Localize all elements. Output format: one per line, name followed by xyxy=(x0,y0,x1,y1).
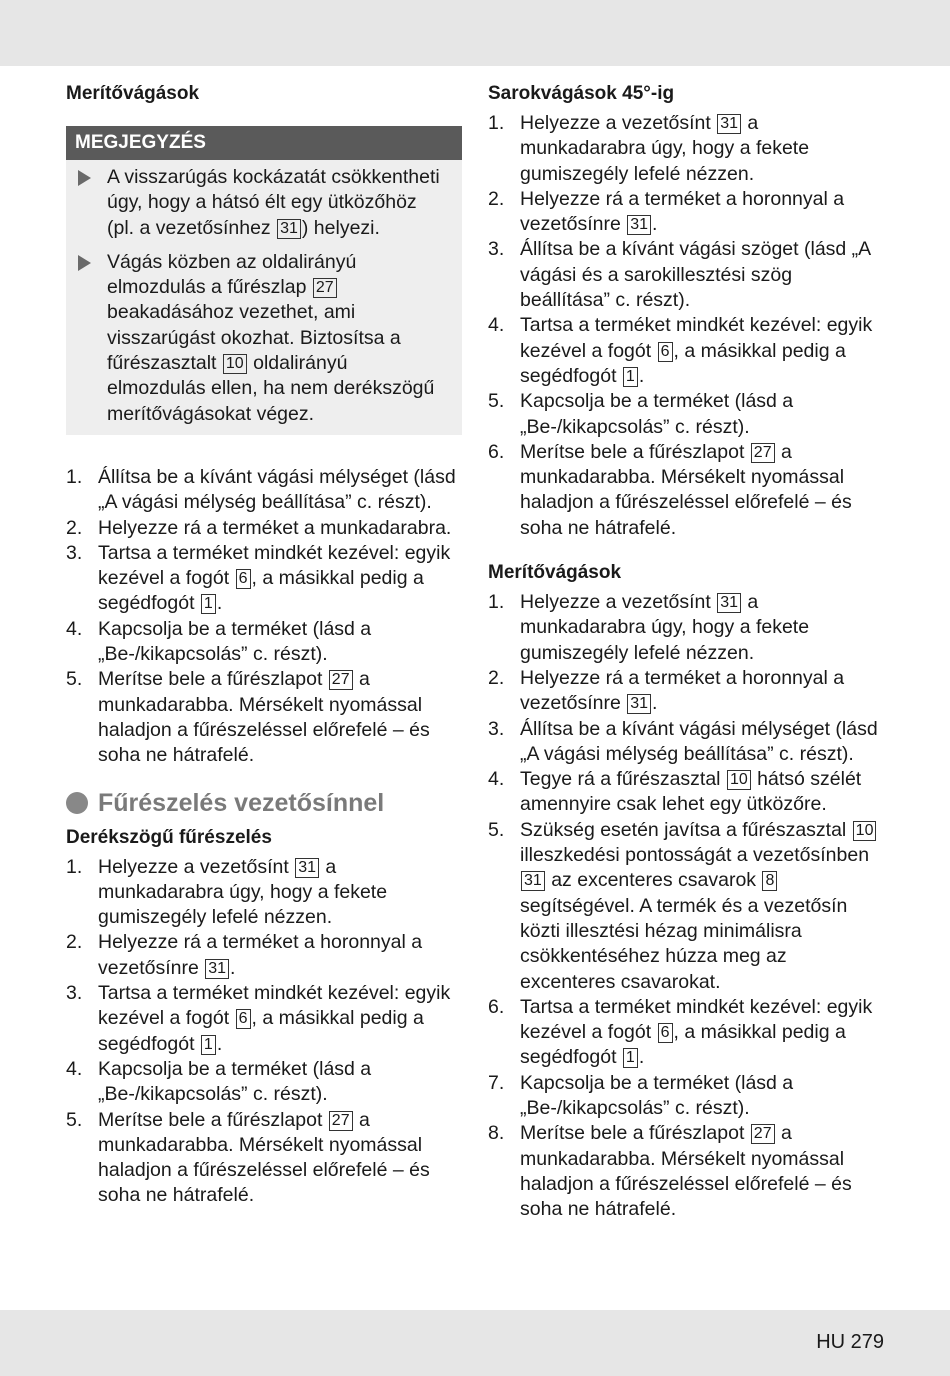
step-text xyxy=(520,818,884,995)
text-run: Állítsa be a kívánt vágási mélységet (lásd „A vágási mélység beállítása” c. részt). xyxy=(520,717,878,765)
list-item xyxy=(488,1071,884,1122)
list-item xyxy=(66,516,462,541)
text-run: Helyezze rá a terméket a horonnyal a vezetősínre xyxy=(520,666,845,715)
text-run: Tartsa a terméket mindkét kezével: egyik kezével a fogót xyxy=(520,995,873,1044)
text-run: . xyxy=(652,213,658,236)
step-text xyxy=(520,995,884,1071)
text-run: beakadásához vezethet, ami visszarúgást okozhat. Biztosítsa a fűrészasztalt xyxy=(107,301,401,375)
step-number: 4. xyxy=(488,768,505,791)
list-item xyxy=(66,617,462,668)
text-run: Merítse bele a fűrészlapot xyxy=(520,440,750,463)
step-number: 1. xyxy=(66,855,83,878)
step-text xyxy=(520,237,884,313)
part-number-ref: 31 xyxy=(521,871,545,891)
list-item xyxy=(488,440,884,541)
text-run: Tartsa a terméket mindkét kezével: egyik kezével a fogót xyxy=(520,314,873,362)
part-number-ref: 27 xyxy=(329,670,353,690)
list-item xyxy=(66,930,462,981)
text-run: ) helyezi. xyxy=(301,216,380,239)
text-run: . xyxy=(652,692,658,715)
note-item xyxy=(78,165,444,241)
list-item xyxy=(488,313,884,389)
part-number-ref: 6 xyxy=(658,1023,673,1043)
text-run: , a másikkal pedig a segédfogót xyxy=(98,1007,424,1055)
text-run: Merítse bele a fűrészlapot xyxy=(98,668,328,691)
step-number: 6. xyxy=(488,440,505,463)
note-box xyxy=(66,126,462,435)
part-number-ref: 10 xyxy=(727,770,751,790)
text-run: oldalirányú elmozdulás ellen, ha nem derékszögű merítővágásokat végez. xyxy=(107,352,435,425)
text-run: A visszarúgás kockázatát csökkentheti úgy, hogy a hátsó élt egy ütközőhöz (pl. a vezetősínhez xyxy=(107,166,440,239)
text-run: Helyezze a vezetősínt xyxy=(520,591,717,614)
text-run: , a másikkal pedig a segédfogót xyxy=(98,567,424,615)
step-text xyxy=(520,717,884,768)
part-number-ref: 1 xyxy=(201,594,216,614)
list-item xyxy=(488,237,884,313)
list-item xyxy=(66,855,462,931)
list-item xyxy=(488,389,884,440)
section-bullet-icon xyxy=(66,792,88,814)
text-run: Állítsa be a kívánt vágási mélységet (lásd „A vágási mélység beállítása” c. részt). xyxy=(98,465,456,514)
triangle-bullet-icon xyxy=(78,255,91,271)
step-text xyxy=(98,617,462,668)
step-text xyxy=(520,111,884,187)
steps-corner-cuts xyxy=(488,111,884,541)
part-number-ref: 6 xyxy=(658,342,673,362)
triangle-bullet-icon xyxy=(78,170,91,186)
list-item xyxy=(488,111,884,187)
part-number-ref: 1 xyxy=(623,1048,638,1068)
step-number: 7. xyxy=(488,1071,505,1094)
part-number-ref: 31 xyxy=(627,694,651,714)
text-run: Állítsa be a kívánt vágási szöget (lásd „A vágási és a sarokillesztési szög beállítása” c. részt). xyxy=(520,238,871,312)
text-run: Tartsa a terméket mindkét kezével: egyik kezével a fogót xyxy=(98,541,451,590)
text-run: . xyxy=(230,956,236,979)
text-run: . xyxy=(216,592,223,615)
step-number: 2. xyxy=(66,931,83,954)
step-number: 1. xyxy=(488,112,505,134)
part-number-ref: 27 xyxy=(329,1111,353,1131)
list-item xyxy=(66,541,462,617)
step-text xyxy=(98,930,462,981)
step-text xyxy=(520,1121,884,1222)
text-run: Kapcsolja be a terméket (lásd a „Be-/kikapcsolás” c. részt). xyxy=(520,1071,794,1119)
footer-band xyxy=(0,1310,950,1376)
part-number-ref: 6 xyxy=(236,1009,251,1029)
list-item xyxy=(66,1108,462,1209)
step-number: 3. xyxy=(488,238,505,261)
note-title: MEGJEGYZÉS xyxy=(66,126,462,160)
text-run: , a másikkal pedig a segédfogót xyxy=(520,1021,846,1069)
list-item xyxy=(488,717,884,768)
text-run: Tegye rá a fűrészasztal xyxy=(520,768,726,791)
step-text xyxy=(98,1108,462,1209)
list-item xyxy=(488,187,884,238)
step-number: 3. xyxy=(488,717,505,740)
text-run: Vágás közben az oldalirányú elmozdulás a fűrészlap xyxy=(107,250,357,299)
section-heading xyxy=(66,789,462,818)
step-text xyxy=(520,187,884,238)
step-text xyxy=(520,389,884,440)
part-number-ref: 31 xyxy=(717,114,741,134)
heading-plunge-cuts-rail: Merítővágások xyxy=(488,562,622,584)
step-text xyxy=(98,855,462,931)
text-run: Kapcsolja be a terméket (lásd a „Be-/kikapcsolás” c. részt). xyxy=(98,617,372,666)
part-number-ref: 31 xyxy=(205,959,229,979)
page-number: HU 279 xyxy=(816,1331,884,1353)
step-text xyxy=(520,590,884,666)
list-item xyxy=(66,465,462,516)
text-run: Helyezze rá a terméket a horonnyal a vezetősínre xyxy=(520,187,845,236)
text-run: a munkadarabba. Mérsékelt nyomással haladjon a fűrészeléssel előrefelé – és soha ne hátrafelé. xyxy=(520,1122,852,1221)
list-item xyxy=(488,666,884,717)
step-number: 5. xyxy=(66,1108,83,1131)
steps-plunge-cuts xyxy=(66,465,462,769)
part-number-ref: 31 xyxy=(717,593,741,613)
part-number-ref: 1 xyxy=(201,1035,216,1055)
part-number-ref: 8 xyxy=(762,871,777,891)
text-run: Kapcsolja be a terméket (lásd a „Be-/kikapcsolás” c. részt). xyxy=(98,1057,372,1106)
list-item xyxy=(66,981,462,1057)
heading-plunge-cuts: Merítővágások xyxy=(66,83,200,104)
text-run: . xyxy=(216,1032,223,1055)
step-text xyxy=(98,516,451,541)
text-run: Kapcsolja be a terméket (lásd a „Be-/kikapcsolás” c. részt). xyxy=(520,390,794,438)
text-run: Helyezze rá a terméket a munkadarabra. xyxy=(98,516,452,539)
note-item xyxy=(78,250,444,427)
step-text xyxy=(98,981,462,1057)
text-run: a munkadarabra úgy, hogy a fekete gumiszegély lefelé nézzen. xyxy=(98,855,388,929)
part-number-ref: 10 xyxy=(223,354,247,374)
text-run: , a másikkal pedig a segédfogót xyxy=(520,339,846,387)
note-item-text xyxy=(107,165,444,241)
list-item xyxy=(66,667,462,768)
list-item xyxy=(488,818,884,995)
step-text xyxy=(520,666,884,717)
list-item xyxy=(488,1121,884,1222)
step-number: 4. xyxy=(66,1057,83,1080)
right-column xyxy=(488,80,884,1222)
step-number: 3. xyxy=(66,982,83,1005)
part-number-ref: 1 xyxy=(623,367,638,387)
step-number: 1. xyxy=(66,465,83,488)
step-number: 2. xyxy=(66,516,83,539)
header-band xyxy=(0,0,950,66)
part-number-ref: 10 xyxy=(853,821,877,841)
list-item xyxy=(488,590,884,666)
text-run: az excenteres csavarok xyxy=(545,869,762,892)
part-number-ref: 31 xyxy=(627,215,651,235)
step-number: 1. xyxy=(488,591,505,614)
step-number: 3. xyxy=(66,541,83,564)
step-number: 6. xyxy=(488,995,505,1018)
part-number-ref: 27 xyxy=(751,443,775,463)
heading-corner-cuts: Sarokvágások 45°-ig xyxy=(488,83,675,104)
steps-plunge-cuts-rail xyxy=(488,590,884,1222)
part-number-ref: 27 xyxy=(751,1124,775,1144)
text-run: a munkadarabba. Mérsékelt nyomással haladjon a fűrészeléssel előrefelé – és soha ne hátrafelé. xyxy=(98,668,430,767)
text-run: a munkadarabra úgy, hogy a fekete gumiszegély lefelé nézzen. xyxy=(520,112,810,185)
step-number: 8. xyxy=(488,1122,505,1145)
step-text xyxy=(520,440,884,541)
steps-right-angle-sawing xyxy=(66,855,462,1209)
step-text xyxy=(98,541,462,617)
text-run: Szükség esetén javítsa a fűrészasztal xyxy=(520,818,852,841)
step-text xyxy=(98,1057,462,1108)
step-number: 5. xyxy=(488,390,505,413)
left-column xyxy=(66,80,462,1209)
text-run: Helyezze a vezetősínt xyxy=(520,112,717,134)
step-text xyxy=(98,465,462,516)
list-item xyxy=(488,767,884,818)
list-item xyxy=(488,995,884,1071)
step-text xyxy=(98,667,462,768)
step-number: 4. xyxy=(488,314,505,337)
section-title: Fűrészelés vezetősínnel xyxy=(98,788,385,817)
step-number: 5. xyxy=(488,818,505,841)
step-number: 2. xyxy=(488,666,505,689)
step-text xyxy=(520,313,884,389)
part-number-ref: 6 xyxy=(236,569,251,589)
step-text xyxy=(520,767,884,818)
text-run: a munkadarabba. Mérsékelt nyomással haladjon a fűrészeléssel előrefelé – és soha ne hátrafelé. xyxy=(520,440,852,539)
step-number: 4. xyxy=(66,617,83,640)
part-number-ref: 31 xyxy=(277,219,301,239)
part-number-ref: 27 xyxy=(313,278,337,298)
step-text xyxy=(520,1071,884,1122)
text-run: . xyxy=(638,1046,645,1069)
text-run: a munkadarabba. Mérsékelt nyomással haladjon a fűrészeléssel előrefelé – és soha ne hátrafelé. xyxy=(98,1108,430,1207)
step-number: 5. xyxy=(66,668,83,691)
text-run: hátsó szélét amennyire csak lehet egy ütközőre. xyxy=(520,768,862,816)
text-run: a munkadarabra úgy, hogy a fekete gumiszegély lefelé nézzen. xyxy=(520,591,810,664)
text-run: illeszkedési pontosságát a vezetősínben xyxy=(520,844,870,867)
list-item xyxy=(66,1057,462,1108)
text-run: Tartsa a terméket mindkét kezével: egyik kezével a fogót xyxy=(98,982,451,1030)
text-run: Merítse bele a fűrészlapot xyxy=(98,1108,328,1131)
part-number-ref: 31 xyxy=(295,858,319,878)
step-number: 2. xyxy=(488,187,505,210)
text-run: . xyxy=(638,364,645,387)
note-item-text xyxy=(107,250,444,427)
heading-right-angle-sawing: Derékszögű fűrészelés xyxy=(66,826,272,848)
text-run: Merítse bele a fűrészlapot xyxy=(520,1122,750,1145)
text-run: segítségével. A termék és a vezetősín közti illesztési hézag minimálisra csökkentéséhez húzza meg az excenteres csavarokat. xyxy=(520,894,848,993)
text-run: Helyezze a vezetősínt xyxy=(98,855,295,878)
text-run: Helyezze rá a terméket a horonnyal a vezetősínre xyxy=(98,931,423,979)
